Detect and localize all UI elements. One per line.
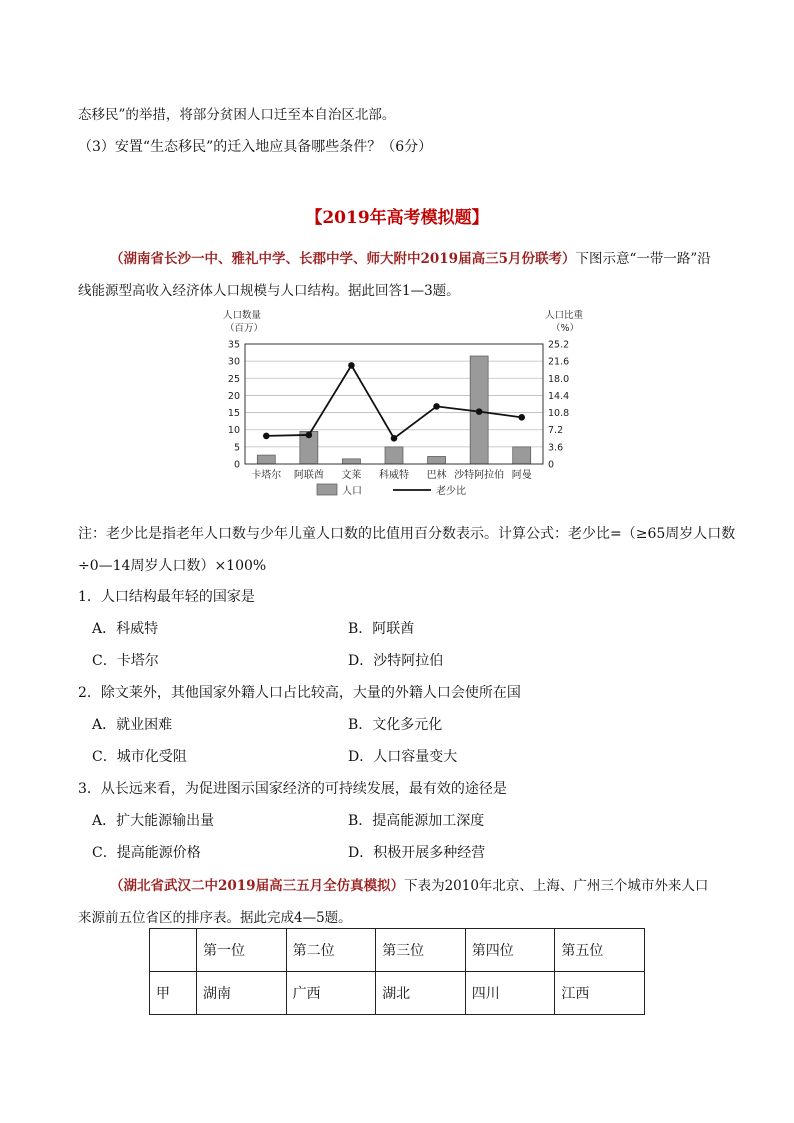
legend-line-label: 老少比 [436,486,466,497]
table-row [150,972,645,1015]
population-chart [205,306,585,502]
table-cell: 江西 [555,972,645,1015]
x-tick-label: 科威特 [379,470,409,481]
question-3-option-d: D．积极开展多种经营 [348,845,486,861]
section-title: 【2019年高考模拟题】 [305,208,489,228]
y-left-tick-label: 0 [233,459,240,471]
y-left-tick-label: 30 [227,356,240,368]
x-tick-label: 卡塔尔 [251,470,282,481]
intro2-line2: 来源前五位省区的排序表。据此完成4—5题。 [78,910,352,926]
x-tick-label: 阿联酋 [293,470,324,481]
table-header-cell: 第三位 [376,929,466,972]
y-left-axis-unit: （百万） [225,323,264,334]
y-right-tick-label: 18.0 [548,373,570,385]
question-2-option-b: B．文化多元化 [348,717,443,733]
note-line1: 注：老少比是指老年人口数与少年儿童人口数的比值用百分数表示。计算公式：老少比=（≥65周岁人口数 [78,526,736,542]
y-left-tick-label: 10 [227,425,240,437]
question-2-option-d: D．人口容量变大 [348,749,458,765]
y-left-axis-label: 人口数量 [223,310,262,321]
table-header-cell: 第二位 [286,929,376,972]
table-cell: 广西 [286,972,376,1015]
table-cell: 甲 [150,972,197,1015]
population-bar [385,447,403,464]
note-line2: ÷0—14周岁人口数）×100% [78,558,267,574]
question-1-stem: 1．人口结构最年轻的国家是 [78,589,255,605]
question-1-option-c: C．卡塔尔 [92,653,159,669]
y-right-tick-label: 10.8 [548,408,570,420]
question-1-option-a: A．科威特 [92,621,159,637]
y-right-tick-label: 0 [548,459,555,471]
y-left-tick-label: 20 [227,390,240,402]
y-right-axis-label: 人口比重 [545,310,584,321]
table-header-cell [150,929,197,972]
y-right-tick-label: 3.6 [548,442,564,454]
table-header-row [150,929,645,972]
intro1-line1 [110,247,711,267]
y-right-axis-unit: （%） [551,323,580,334]
table-header-cell: 第五位 [555,929,645,972]
intro2-text-a: 下表为2010年北京、上海、广州三个城市外来人口 [404,878,709,894]
aging-ratio-point [476,408,483,415]
x-tick-label: 文莱 [341,470,362,481]
population-bar [342,459,360,464]
intro2-line1 [110,874,708,894]
intro2-source: （湖北省武汉二中2019届高三五月全仿真模拟） [110,878,405,894]
question-1-option-b: B．阿联酋 [348,621,415,637]
table-header-cell: 第一位 [197,929,287,972]
population-bar [257,455,275,464]
aging-ratio-point [306,432,313,439]
migration-table [149,928,645,1015]
question-2-option-a: A．就业困难 [92,717,173,733]
x-tick-label: 阿曼 [511,470,532,481]
y-right-tick-label: 7.2 [548,425,564,437]
table-cell: 湖北 [376,972,466,1015]
intro1-text-a: 下图示意“一带一路”沿 [575,251,711,267]
question-3-stem: 3．从长远来看，为促进图示国家经济的可持续发展，最有效的途径是 [78,781,507,797]
question-3-option-a: A．扩大能源输出量 [92,813,215,829]
table-cell: 四川 [465,972,555,1015]
aging-ratio-point [348,362,355,369]
table-header-cell: 第四位 [465,929,555,972]
prev-text-line: 态移民”的举措，将部分贫困人口迁至本自治区北部。 [78,107,396,123]
aging-ratio-point [263,433,270,440]
y-right-tick-label: 21.6 [548,356,570,368]
legend-bar-swatch [317,484,337,495]
prev-question-3: （3）安置“生态移民”的迁入地应具备哪些条件？（6分） [78,139,433,155]
intro1-source: （湖南省长沙一中、雅礼中学、长郡中学、师大附中2019届高三5月份联考） [110,251,576,267]
table-cell: 湖南 [197,972,287,1015]
question-1-option-d: D．沙特阿拉伯 [348,653,444,669]
y-right-tick-label: 14.4 [548,390,570,402]
legend-bar-label: 人口 [342,486,362,497]
intro1-line2: 线能源型高收入经济体人口规模与人口结构。据此回答1—3题。 [78,283,460,299]
question-3-option-b: B．提高能源加工深度 [348,813,485,829]
x-tick-label: 巴林 [426,470,447,481]
question-2-option-c: C．城市化受阻 [92,749,187,765]
y-right-tick-label: 25.2 [548,339,570,351]
y-left-tick-label: 35 [227,339,240,351]
aging-ratio-point [391,435,398,442]
x-tick-label: 沙特阿拉伯 [454,470,505,481]
population-bar [428,456,446,464]
question-2-stem: 2．除文莱外，其他国家外籍人口占比较高，大量的外籍人口会使所在国 [78,685,521,701]
y-left-tick-label: 5 [233,442,240,454]
aging-ratio-point [518,414,525,421]
plot-frame [245,344,543,464]
y-left-tick-label: 15 [227,408,240,420]
population-bar [513,447,531,464]
aging-ratio-point [433,403,440,410]
question-3-option-c: C．提高能源价格 [92,845,201,861]
y-left-tick-label: 25 [227,373,240,385]
